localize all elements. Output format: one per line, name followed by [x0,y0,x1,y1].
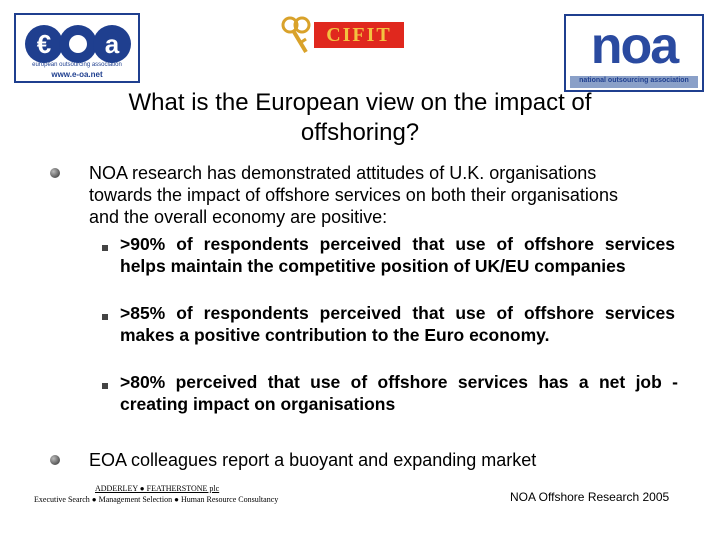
eoa-tagline: european outsourcing association [32,62,122,68]
svg-text:a: a [104,29,120,59]
sub-bullet-2: >85% of respondents perceived that use of offshore services makes a positive contribution to the Euro economy. [120,303,675,345]
square-bullet-icon [102,383,108,389]
noa-tagline: national outsourcing association [579,77,689,84]
bullet-dot-icon [50,455,60,465]
sub-bullet-1: >90% of respondents perceived that use of offshore services helps maintain the competitive position of UK/EU companies [120,234,675,276]
noa-logo [564,14,704,92]
bullet-1-line: NOA research has demonstrated attitudes of U.K. organisations [89,163,597,183]
bullet-1-text [89,162,689,228]
eoa-url: www.e-oa.net [51,70,103,79]
square-bullet-icon [102,314,108,320]
noa-wordmark: noa [590,17,678,75]
cifit-wordmark: CIFIT [326,24,392,46]
footer-company: ADDERLEY ● FEATHERSTONE plc [95,484,220,493]
bullet-2-text: EOA colleagues report a buoyant and expanding market [89,450,537,470]
bullet-dot-icon [50,168,60,178]
square-bullet-icon [102,245,108,251]
bullet-1-line: towards the impact of offshore services on both their organisations [89,185,618,205]
title-line-2: offshoring? [300,119,420,146]
eoa-logo [14,13,140,83]
footer-services: Executive Search ● Management Selection ● Human Resource Consultancy [34,495,279,504]
slide-title [60,88,660,148]
svg-text:€: € [36,29,52,59]
footer-source: NOA Offshore Research 2005 [510,490,670,504]
title-line-1: What is the European view on the impact of [128,89,592,116]
bullet-1-line: and the overall economy are positive: [89,207,388,227]
cifit-logo [276,12,406,54]
sub-bullet-3: >80% perceived that use of offshore services has a net job -creating impact on organisations [120,372,678,414]
